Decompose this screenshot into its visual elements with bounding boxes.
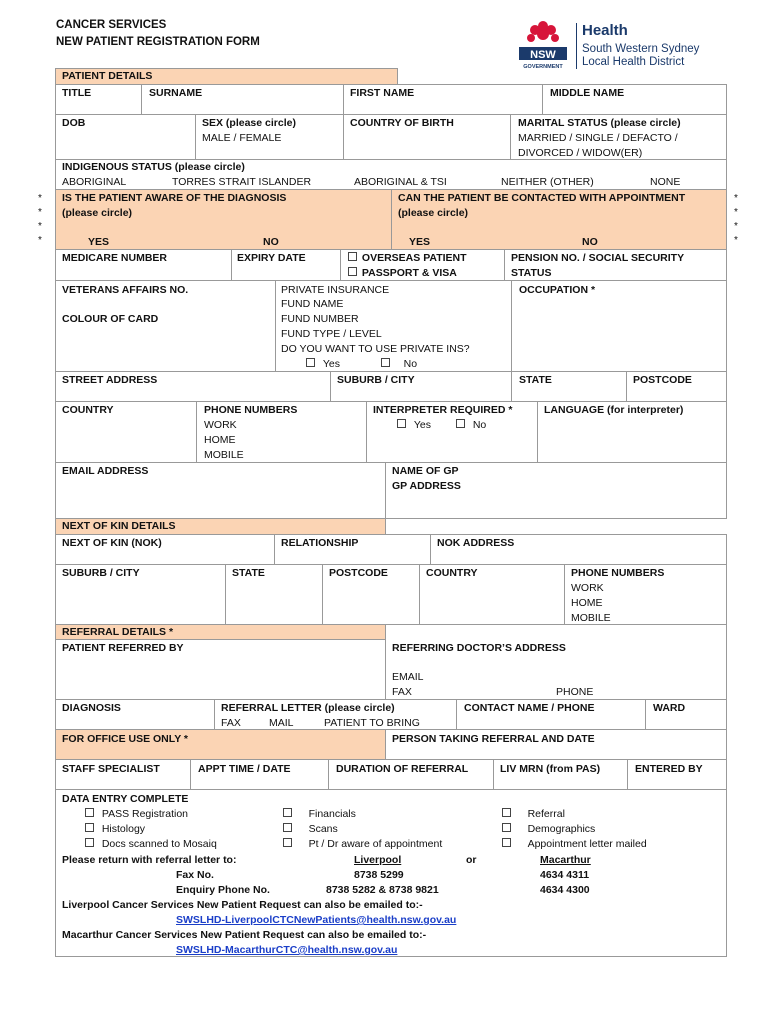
- pension-status-label: STATUS: [511, 267, 552, 279]
- doctor-address-label: REFERRING DOCTOR’S ADDRESS: [392, 642, 566, 654]
- please-return-label: Please return with referral letter to:: [62, 854, 237, 866]
- use-private-label: DO YOU WANT TO USE PRIVATE INS?: [281, 343, 470, 355]
- country-label: COUNTRY: [62, 404, 114, 416]
- entered-label: ENTERED BY: [635, 763, 703, 775]
- private-ins-label: PRIVATE INSURANCE: [281, 284, 390, 296]
- overseas-label: OVERSEAS PATIENT: [361, 252, 467, 264]
- phone-numbers-field[interactable]: [196, 401, 367, 463]
- office-use-section-header: [55, 729, 386, 760]
- sex-options[interactable]: MALE / FEMALE: [202, 132, 282, 144]
- macarthur-phone: 4634 4300: [540, 884, 590, 896]
- check-pass-label: PASS Registration: [101, 808, 189, 820]
- asterisk-left-1: *: [38, 193, 42, 204]
- waratah-logo-icon: [516, 20, 570, 72]
- colour-card-label: COLOUR OF CARD: [62, 313, 159, 325]
- phone-mobile-label: MOBILE: [204, 449, 244, 461]
- check-demographics-label: Demographics: [527, 823, 596, 835]
- data-entry-label: DATA ENTRY COMPLETE: [62, 793, 189, 805]
- state-label: STATE: [519, 374, 552, 386]
- aware-yes[interactable]: YES: [88, 236, 110, 248]
- private-no-checkbox[interactable]: [381, 358, 390, 367]
- data-entry-section: [55, 789, 727, 957]
- state-field[interactable]: [511, 371, 627, 402]
- passport-option[interactable]: [348, 266, 457, 281]
- aware-no[interactable]: NO: [263, 236, 279, 248]
- government-text: GOVERNMENT: [523, 64, 563, 70]
- liverpool-phone: 8738 5282 & 8738 9821: [326, 884, 439, 896]
- indigenous-torres[interactable]: TORRES STRAIT ISLANDER: [172, 176, 312, 188]
- middle-name-field[interactable]: [542, 84, 727, 115]
- indigenous-neither[interactable]: NEITHER (OTHER): [501, 176, 594, 188]
- phone-numbers-label: PHONE NUMBERS: [204, 404, 298, 416]
- sex-label: SEX (please circle): [202, 117, 296, 129]
- referred-by-label: PATIENT REFERRED BY: [62, 642, 184, 654]
- asterisk-right-3: *: [734, 221, 738, 232]
- check-letter-mailed-box[interactable]: [502, 838, 511, 847]
- patient-details-section-header: [55, 68, 398, 85]
- marital-options-1[interactable]: MARRIED / SINGLE / DEFACTO /: [518, 132, 678, 144]
- check-referral[interactable]: [502, 807, 565, 822]
- indigenous-status-field[interactable]: [55, 159, 727, 190]
- expiry-date-field[interactable]: [231, 249, 341, 281]
- nok-address-field[interactable]: [430, 534, 727, 565]
- check-scans[interactable]: [283, 822, 338, 837]
- doctor-phone-label: PHONE: [556, 686, 594, 698]
- district-line-1: South Western Sydney: [582, 43, 700, 55]
- ward-label: WARD: [653, 702, 686, 714]
- contacted-no[interactable]: NO: [582, 236, 598, 248]
- or-label: or: [466, 854, 477, 866]
- check-letter-mailed-label: Appointment letter mailed: [527, 838, 647, 850]
- postcode-label: POSTCODE: [633, 374, 692, 386]
- gp-field[interactable]: [385, 462, 727, 519]
- suburb-field[interactable]: [330, 371, 512, 402]
- fund-type-label: FUND TYPE / LEVEL: [281, 328, 382, 340]
- nok-phone-label: PHONE NUMBERS: [571, 567, 665, 579]
- nok-country-field[interactable]: [419, 564, 565, 625]
- logo-divider: [576, 23, 577, 69]
- asterisk-left-3: *: [38, 221, 42, 232]
- nok-section-header: [55, 518, 386, 535]
- marital-options-2[interactable]: DIVORCED / WIDOW(ER): [518, 147, 643, 159]
- indigenous-aboriginal[interactable]: ABORIGINAL: [62, 176, 127, 188]
- referral-section-label: REFERRAL DETAILS *: [62, 626, 174, 638]
- gp-name-label: NAME OF GP: [392, 465, 459, 477]
- liverpool-fax: 8738 5299: [354, 869, 404, 881]
- private-no-option[interactable]: [381, 357, 417, 372]
- pension-label: PENSION NO. / SOCIAL SECURITY: [511, 252, 685, 264]
- phone-home-label: HOME: [204, 434, 236, 446]
- referral-letter-label: REFERRAL LETTER (please circle): [221, 702, 395, 714]
- check-histology-label: Histology: [101, 823, 146, 835]
- indigenous-none[interactable]: NONE: [650, 176, 681, 188]
- check-financials-label: Financials: [308, 808, 356, 820]
- nok-suburb-label: SUBURB / CITY: [62, 567, 140, 579]
- check-pass[interactable]: [85, 807, 188, 822]
- check-referral-label: Referral: [527, 808, 565, 820]
- dob-label: DOB: [62, 117, 86, 129]
- language-label: LANGUAGE (for interpreter): [544, 404, 684, 416]
- person-taking-label: PERSON TAKING REFERRAL AND DATE: [392, 733, 595, 745]
- private-no-label: No: [403, 358, 418, 370]
- country-field[interactable]: [55, 401, 197, 463]
- medicare-label: MEDICARE NUMBER: [62, 252, 167, 264]
- marital-status-label: MARITAL STATUS (please circle): [518, 117, 681, 129]
- gp-address-label: GP ADDRESS: [392, 480, 461, 492]
- fax-label: Fax No.: [176, 869, 214, 881]
- occupation-field[interactable]: [511, 280, 727, 372]
- sex-field[interactable]: [195, 114, 344, 160]
- check-docs-label: Docs scanned to Mosaiq: [101, 838, 217, 850]
- street-label: STREET ADDRESS: [62, 374, 158, 386]
- ward-field[interactable]: [645, 699, 727, 730]
- interpreter-yes-checkbox[interactable]: [397, 419, 406, 428]
- appt-label: APPT TIME / DATE: [198, 763, 291, 775]
- first-name-field[interactable]: [343, 84, 543, 115]
- interpreter-label: INTERPRETER REQUIRED *: [373, 404, 513, 416]
- title-field[interactable]: [55, 84, 142, 115]
- interpreter-yes-label: Yes: [413, 419, 431, 431]
- contact-name-label: CONTACT NAME / PHONE: [464, 702, 595, 714]
- nok-work-label: WORK: [571, 582, 604, 594]
- office-section-label: FOR OFFICE USE ONLY *: [62, 733, 189, 745]
- veterans-label: VETERANS AFFAIRS NO.: [62, 284, 189, 296]
- title-label: TITLE: [62, 87, 92, 99]
- referral-section-header: [55, 624, 386, 640]
- staff-specialist-field[interactable]: [55, 759, 191, 790]
- overseas-checkbox[interactable]: [348, 252, 357, 261]
- overseas-option[interactable]: [348, 251, 467, 266]
- macarthur-heading: Macarthur: [540, 854, 591, 866]
- interpreter-field[interactable]: [366, 401, 538, 463]
- contacted-yes[interactable]: YES: [409, 236, 431, 248]
- street-address-field[interactable]: [55, 371, 331, 402]
- mrn-label: LIV MRN (from PAS): [500, 763, 601, 775]
- marital-status-field[interactable]: [510, 114, 727, 160]
- nok-mobile-label: MOBILE: [571, 612, 611, 624]
- staff-label: STAFF SPECIALIST: [62, 763, 160, 775]
- medicare-field[interactable]: [55, 249, 232, 281]
- duration-label: DURATION OF REFERRAL: [336, 763, 469, 775]
- language-field[interactable]: [537, 401, 727, 463]
- district-name: [582, 43, 699, 69]
- occupation-label: OCCUPATION *: [519, 284, 596, 296]
- fund-number-label: FUND NUMBER: [281, 313, 359, 325]
- contact-name-field[interactable]: [456, 699, 646, 730]
- check-docs-box[interactable]: [85, 838, 94, 847]
- overseas-field[interactable]: [340, 249, 505, 281]
- doctor-email-label: EMAIL: [392, 671, 424, 683]
- phone-work-label: WORK: [204, 419, 237, 431]
- country-of-birth-field[interactable]: [343, 114, 511, 160]
- patient-details-label: PATIENT DETAILS: [62, 70, 153, 82]
- nok-home-label: HOME: [571, 597, 603, 609]
- aware-diagnosis-field[interactable]: [55, 189, 392, 250]
- check-aware[interactable]: [283, 837, 442, 852]
- diagnosis-label: DIAGNOSIS: [62, 702, 121, 714]
- aware-label: IS THE PATIENT AWARE OF THE DIAGNOSIS: [62, 192, 287, 204]
- nsw-health-logo: [516, 20, 731, 72]
- phone-label: Enquiry Phone No.: [176, 884, 270, 896]
- duration-field[interactable]: [328, 759, 494, 790]
- indigenous-label: INDIGENOUS STATUS (please circle): [62, 161, 245, 173]
- liverpool-email-text: Liverpool Cancer Services New Patient Request can also be emailed to:-: [62, 899, 423, 911]
- check-aware-label: Pt / Dr aware of appointment: [308, 838, 443, 850]
- passport-label: PASSPORT & VISA: [361, 267, 457, 279]
- nok-postcode-label: POSTCODE: [329, 567, 388, 579]
- check-letter-mailed[interactable]: [502, 837, 647, 852]
- referral-letter-field[interactable]: [214, 699, 457, 730]
- fund-name-label: FUND NAME: [281, 298, 344, 310]
- nok-phone-field[interactable]: [564, 564, 727, 625]
- asterisk-right-1: *: [734, 193, 738, 204]
- check-referral-box[interactable]: [502, 808, 511, 817]
- contacted-sub-label: (please circle): [398, 207, 469, 219]
- asterisk-left-2: *: [38, 207, 42, 218]
- asterisk-right-2: *: [734, 207, 738, 218]
- private-yes-option[interactable]: [306, 357, 340, 372]
- check-demographics-box[interactable]: [502, 823, 511, 832]
- nsw-text: NSW: [530, 49, 556, 61]
- appt-time-field[interactable]: [190, 759, 329, 790]
- doctor-address-field[interactable]: [385, 624, 727, 700]
- liverpool-heading: Liverpool: [354, 854, 402, 866]
- check-pass-box[interactable]: [85, 808, 94, 817]
- postcode-field[interactable]: [626, 371, 727, 402]
- relationship-label: RELATIONSHIP: [281, 537, 359, 549]
- referred-by-field[interactable]: [55, 639, 386, 700]
- macarthur-email-link[interactable]: SWSLHD-MacarthurCTC@health.nsw.gov.au: [176, 944, 398, 956]
- check-docs[interactable]: [85, 837, 217, 852]
- expiry-label: EXPIRY DATE: [237, 252, 306, 264]
- asterisk-right-4: *: [734, 235, 738, 246]
- nok-postcode-field[interactable]: [322, 564, 420, 625]
- contact-appointment-field[interactable]: [391, 189, 727, 250]
- diagnosis-field[interactable]: [55, 699, 215, 730]
- surname-field[interactable]: [141, 84, 344, 115]
- dob-field[interactable]: [55, 114, 196, 160]
- district-line-2: Local Health District: [582, 56, 685, 68]
- check-histology[interactable]: [85, 822, 145, 837]
- interpreter-yes-option[interactable]: [397, 418, 431, 433]
- form-org-title: CANCER SERVICES: [56, 19, 167, 31]
- interpreter-no-checkbox[interactable]: [456, 419, 465, 428]
- pension-field[interactable]: [504, 249, 727, 281]
- nok-state-field[interactable]: [225, 564, 323, 625]
- nok-section-label: NEXT OF KIN DETAILS: [62, 520, 176, 532]
- form-title: NEW PATIENT REGISTRATION FORM: [56, 36, 260, 48]
- check-scans-label: Scans: [308, 823, 338, 835]
- relationship-field[interactable]: [274, 534, 431, 565]
- veterans-field[interactable]: [55, 280, 276, 372]
- letter-fax-option[interactable]: FAX: [221, 717, 241, 729]
- mrn-field[interactable]: [493, 759, 628, 790]
- interpreter-no-option[interactable]: [456, 418, 486, 433]
- macarthur-email-text: Macarthur Cancer Services New Patient Request can also be emailed to:-: [62, 929, 427, 941]
- nok-label: NEXT OF KIN (NOK): [62, 537, 162, 549]
- nok-suburb-field[interactable]: [55, 564, 226, 625]
- health-title: Health: [582, 22, 628, 39]
- nok-field[interactable]: [55, 534, 275, 565]
- liverpool-email-link[interactable]: SWSLHD-LiverpoolCTCNewPatients@health.nsw.gov.au: [176, 914, 457, 926]
- check-financials-box[interactable]: [283, 808, 292, 817]
- indigenous-both[interactable]: ABORIGINAL & TSI: [354, 176, 447, 188]
- letter-mail-option[interactable]: MAIL: [269, 717, 294, 729]
- email-label: EMAIL ADDRESS: [62, 465, 149, 477]
- private-yes-label: Yes: [322, 358, 340, 370]
- private-insurance-field[interactable]: [275, 280, 512, 372]
- nok-address-label: NOK ADDRESS: [437, 537, 515, 549]
- check-aware-box[interactable]: [283, 838, 292, 847]
- person-taking-referral-field[interactable]: [385, 729, 727, 760]
- doctor-fax-label: FAX: [392, 686, 412, 698]
- entered-by-field[interactable]: [627, 759, 727, 790]
- aware-sub-label: (please circle): [62, 207, 133, 219]
- check-demographics[interactable]: [502, 822, 595, 837]
- macarthur-fax: 4634 4311: [540, 869, 590, 881]
- check-histology-box[interactable]: [85, 823, 94, 832]
- letter-bring-option[interactable]: PATIENT TO BRING: [324, 717, 420, 729]
- check-scans-box[interactable]: [283, 823, 292, 832]
- email-address-field[interactable]: [55, 462, 386, 519]
- suburb-label: SUBURB / CITY: [337, 374, 415, 386]
- country-of-birth-label: COUNTRY OF BIRTH: [350, 117, 454, 129]
- surname-label: SURNAME: [149, 87, 203, 99]
- middle-name-label: MIDDLE NAME: [550, 87, 625, 99]
- nok-state-label: STATE: [232, 567, 265, 579]
- first-name-label: FIRST NAME: [350, 87, 415, 99]
- check-financials[interactable]: [283, 807, 356, 822]
- contacted-label: CAN THE PATIENT BE CONTACTED WITH APPOINTMENT: [398, 192, 686, 204]
- interpreter-no-label: No: [472, 419, 487, 431]
- passport-checkbox[interactable]: [348, 267, 357, 276]
- asterisk-left-4: *: [38, 235, 42, 246]
- private-yes-checkbox[interactable]: [306, 358, 315, 367]
- nok-country-label: COUNTRY: [426, 567, 478, 579]
